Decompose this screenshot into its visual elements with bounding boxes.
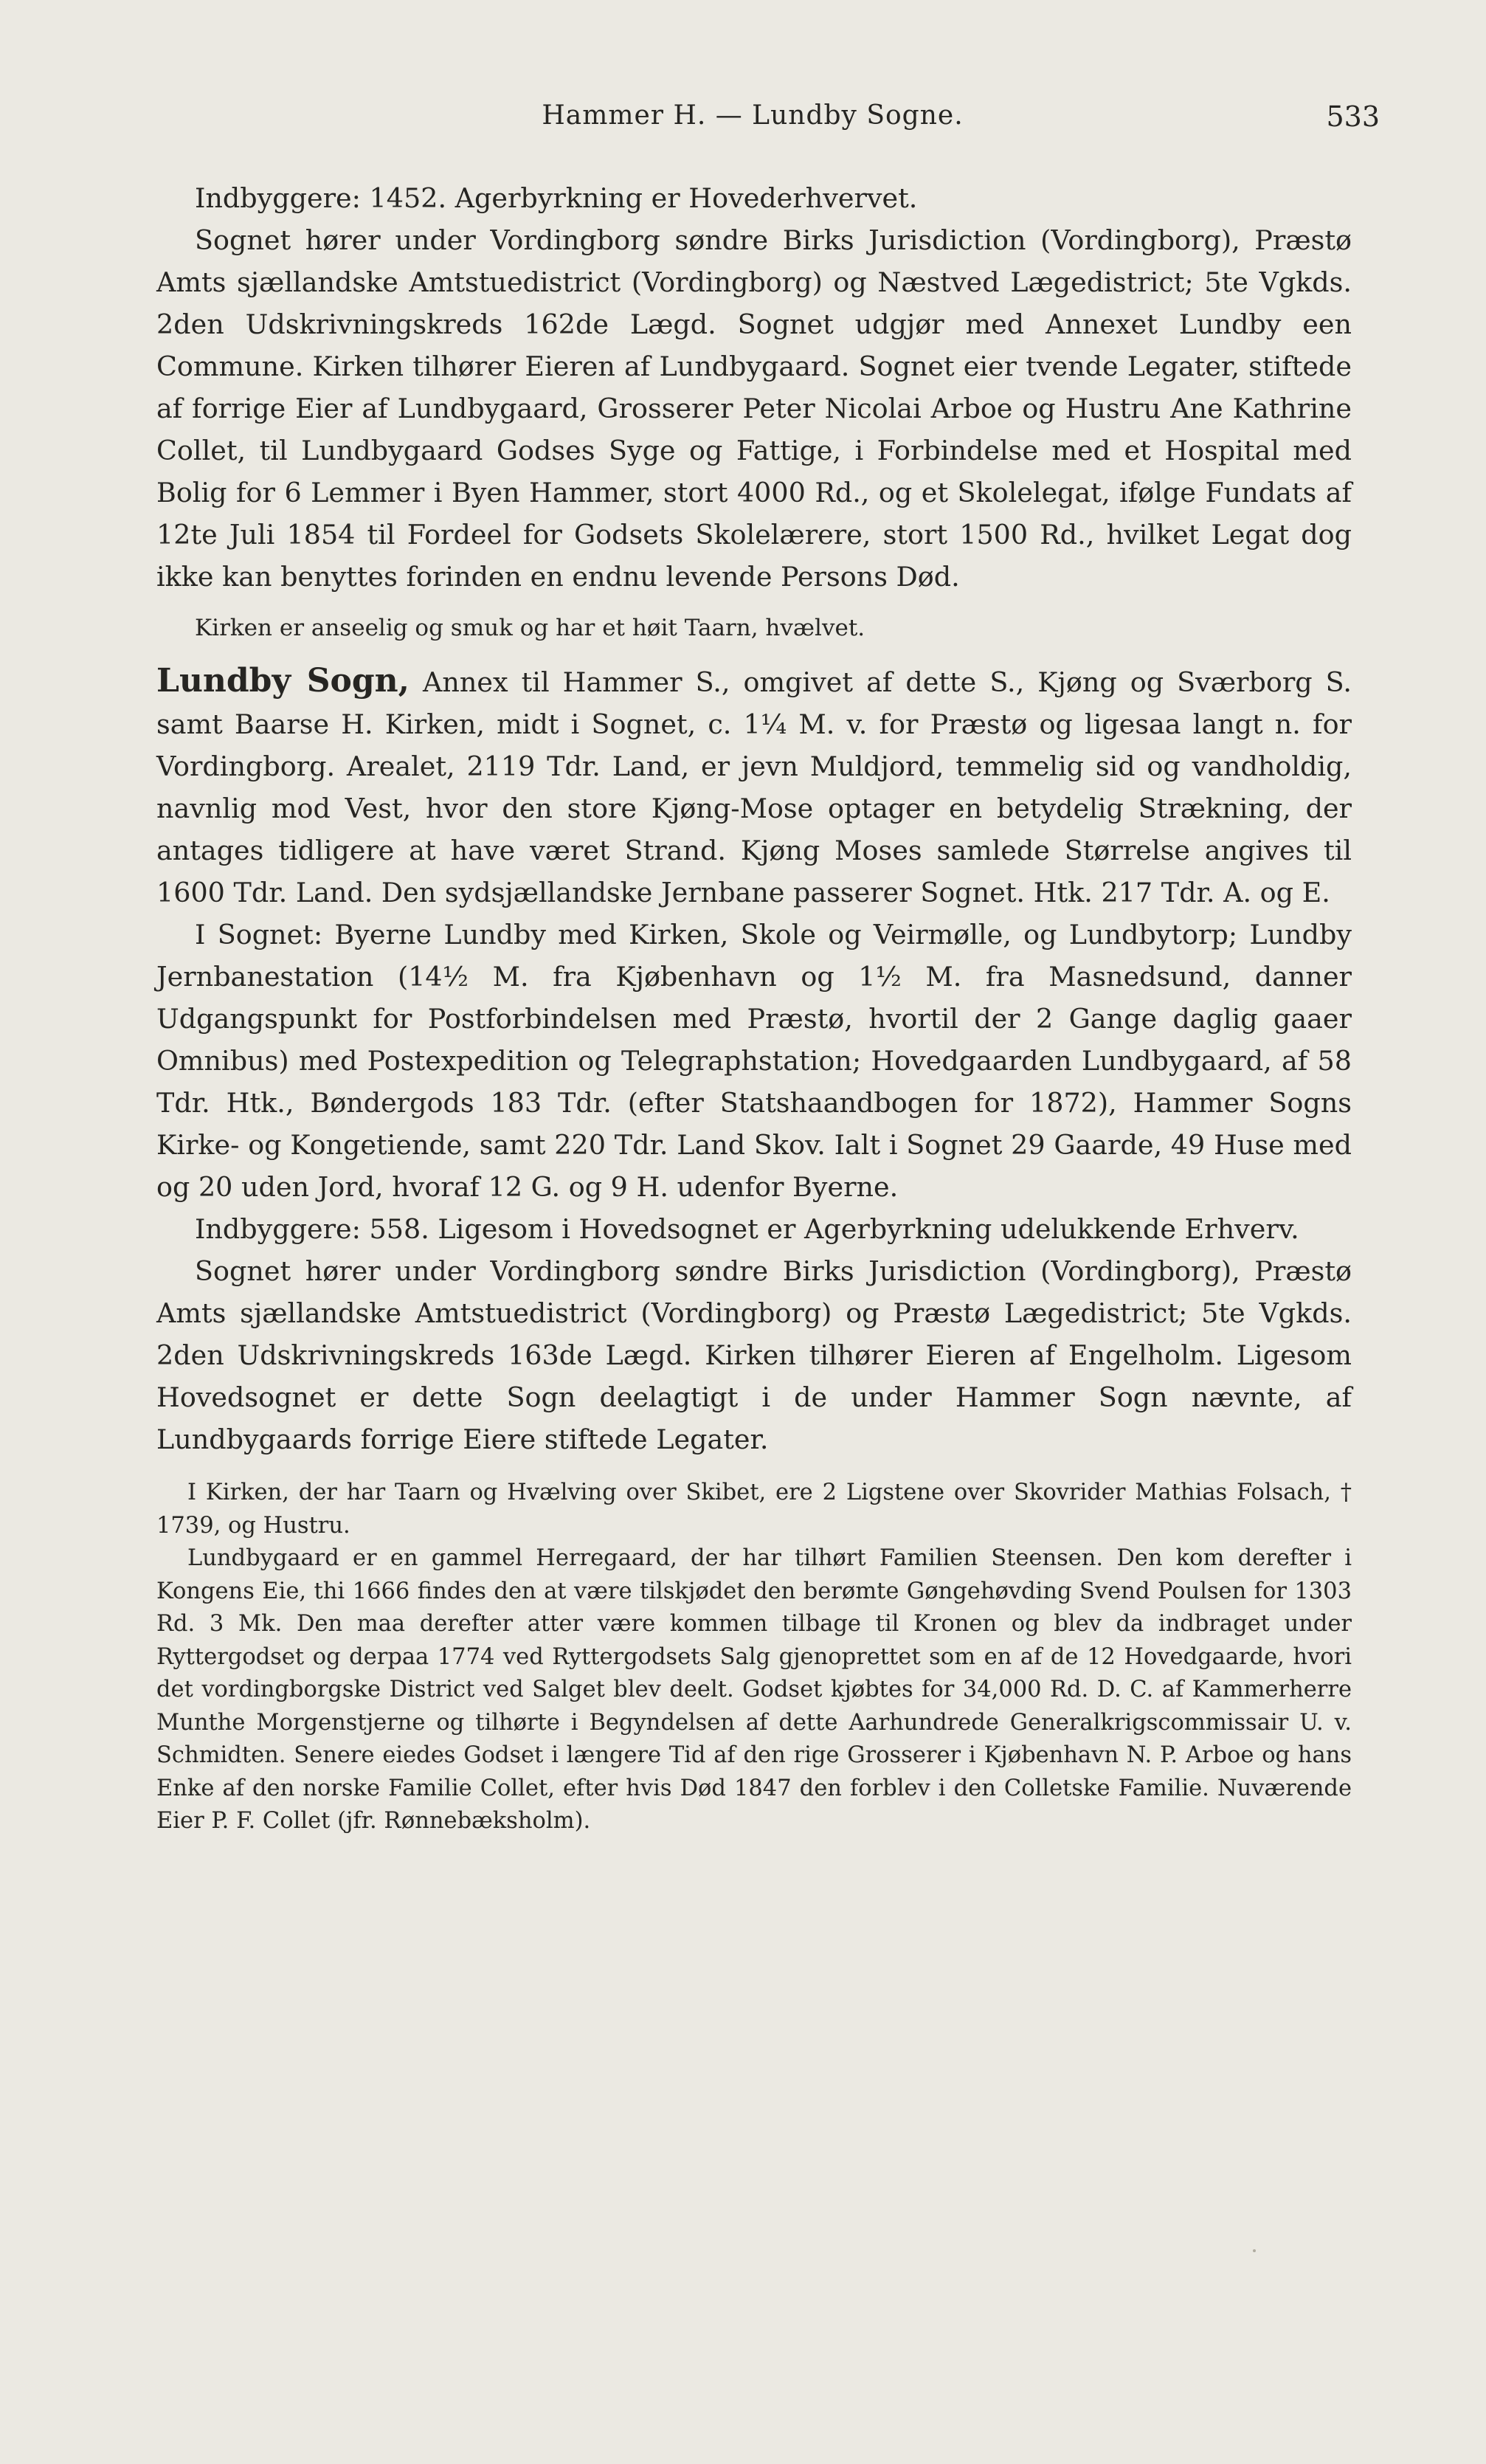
- lundby-inhabitants: Indbyggere: 558. Ligesom i Hovedsognet er Agerbyrkning udelukkende Erhverv.: [195, 1213, 1299, 1245]
- lundby-intro-paragraph: [156, 660, 1352, 914]
- page-number: 533: [1326, 100, 1380, 133]
- hammer-jurisdiction: Sognet hører under Vordingborg søndre Birks Jurisdiction (Vordingborg), Præstø Amts sjællandske Amtstuedistrict (Vordingborg) og Næstved Lægedistrict; 5te Vgkds. 2den Udskrivningskreds 162de Lægd. Sognet udgjør med Annexet Lundby een Commune. Kirken tilhører Eieren af Lundbygaard. Sognet eier tvende Legater, stiftede af forrige Eier af Lundbygaard, Grosserer Peter Nicolai Arboe og Hustru Ane Kathrine Collet, til Lundbygaard Godses Syge og Fattige, i Forbindelse med et Hospital med Bolig for 6 Lemmer i Byen Hammer, stort 4000 Rd., og et Skolelegat, ifølge Fundats af 12te Juli 1854 til Fordeel for Godsets Skolelærere, stort 1500 Rd., hvilket Legat dog ikke kan benyttes forinden en endnu levende Persons Død.: [156, 224, 1352, 593]
- footnote-manor: Lundbygaard er en gammel Herregaard, der har tilhørt Familien Steensen. Den kom derefter i Kongens Eie, thi 1666 findes den at være tilskjødet den berømte Gøngehøvding Svend Poulsen for 1303 Rd. 3 Mk. Den maa derefter atter være kommen tilbage til Kronen og blev da indbraget under Ryttergodset og derpaa 1774 ved Ryttergodsets Salg gjenoprettet som en af de 12 Hovedgaarde, hvori det vordingborgske District ved Salget blev deelt. Godset kjøbtes for 34,000 Rd. D. C. af Kammerherre Munthe Morgenstjerne og tilhørte i Begyndelsen af dette Aarhundrede Generalkrigscommissair U. v. Schmidten. Senere eiedes Godset i længere Tid af den rige Grosserer i Kjøbenhavn N. P. Arboe og hans Enke af den norske Familie Collet, efter hvis Død 1847 den forblev i den Colletske Familie. Nuværende Eier P. F. Collet (jfr. Rønnebæksholm).: [156, 1545, 1352, 1834]
- lundby-intro: Annex til Hammer S., omgivet af dette S., Kjøng og Sværborg S. samt Baarse H. Kirken, midt i Sognet, c. 1¼ M. v. for Præstø og ligesaa langt n. for Vordingborg. Arealet, 2119 Tdr. Land, er jevn Muldjord, temmelig sid og vandholdig, navnlig mod Vest, hvor den store Kjøng-Mose optager en betydelig Strækning, der antages tidligere at have været Strand. Kjøng Moses samlede Størrelse angives til 1600 Tdr. Land. Den sydsjællandske Jernbane passerer Sognet. Htk. 217 Tdr. A. og E.: [156, 666, 1352, 908]
- running-header: [148, 94, 1380, 139]
- lundby-parish-title: Lundby Sogn,: [156, 662, 409, 700]
- lundby-jurisdiction: Sognet hører under Vordingborg søndre Birks Jurisdiction (Vordingborg), Præstø Amts sjællandske Amtstuedistrict (Vordingborg) og Præstø Lægedistrict; 5te Vgkds. 2den Udskrivningskreds 163de Lægd. Kirken tilhører Eieren af Engelholm. Ligesom Hovedsognet er dette Sogn deelagtigt i de under Hammer Sogn nævnte, af Lundbygaards forrige Eiere stiftede Legater.: [156, 1255, 1352, 1455]
- running-title: Hammer H. — Lundby Sogne.: [542, 100, 964, 131]
- lundby-villages: I Sognet: Byerne Lundby med Kirken, Skole og Veirmølle, og Lundbytorp; Lundby Jernbanestation (14½ M. fra Kjøbenhavn og 1½ M. fra Masnedsund, danner Udgangspunkt for Postforbindelsen med Præstø, hvortil der 2 Gange daglig gaaer Omnibus) med Postexpedition og Telegraphstation; Hovedgaarden Lundbygaard, af 58 Tdr. Htk., Bøndergods 183 Tdr. (efter Statshaandbogen for 1872), Hammer Sogns Kirke- og Kongetiende, samt 220 Tdr. Land Skov. Ialt i Sognet 29 Gaarde, 49 Huse med og 20 uden Jord, hvoraf 12 G. og 9 H. udenfor Byerne.: [156, 919, 1352, 1203]
- paper-speck: [1253, 2249, 1256, 2252]
- page-body: [156, 177, 1352, 1838]
- hammer-church-note: Kirken er anseelig og smuk og har et høit Taarn, hvælvet.: [195, 615, 865, 641]
- lundby-footnotes: [156, 1477, 1352, 1838]
- footnote-church: I Kirken, der har Taarn og Hvælving over Skibet, ere 2 Ligstene over Skovrider Mathias Folsach, † 1739, og Hustru.: [156, 1480, 1352, 1539]
- hammer-inhabitants: Indbyggere: 1452. Agerbyrkning er Hovederhvervet.: [195, 182, 918, 214]
